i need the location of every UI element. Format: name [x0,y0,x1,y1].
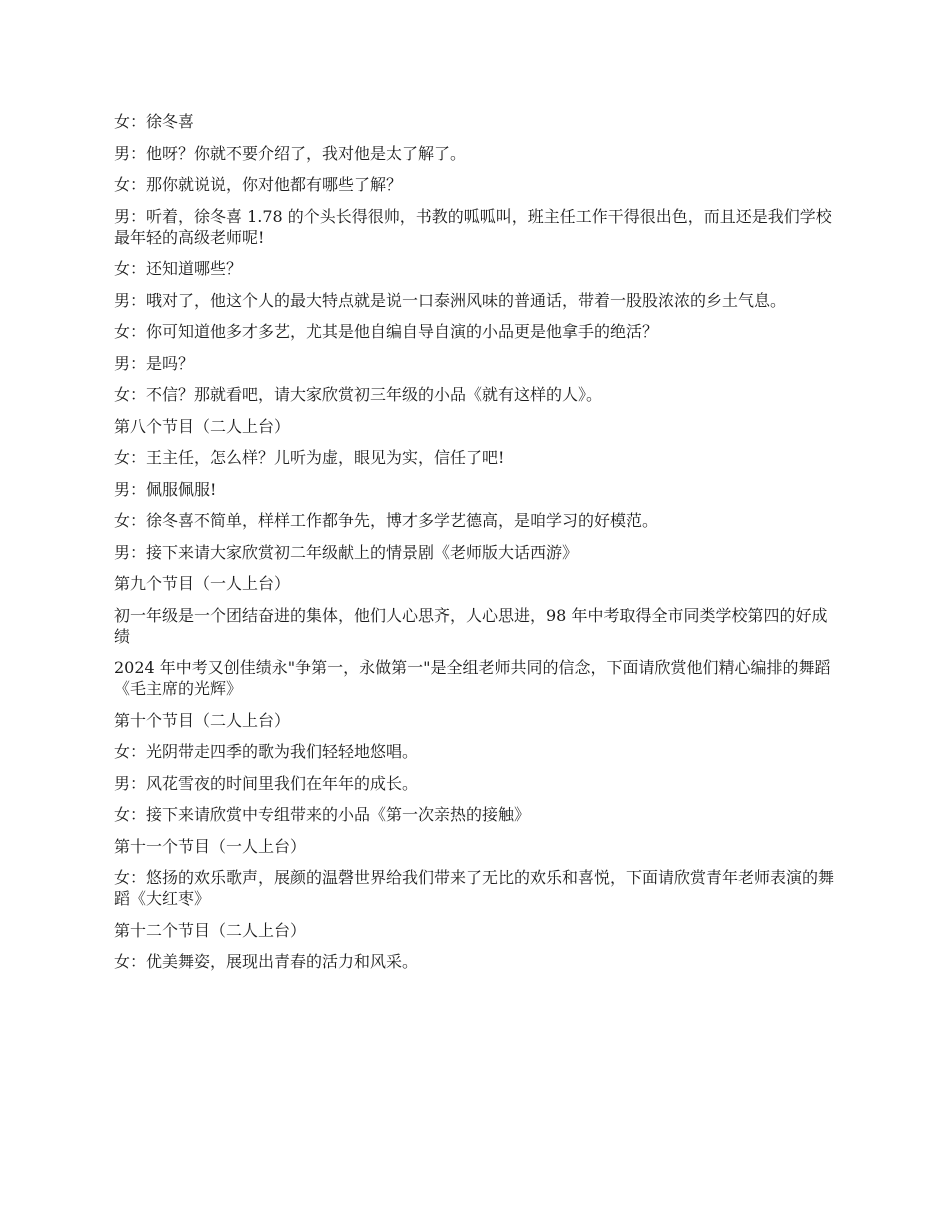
paragraph: 女：还知道哪些？ [114,259,243,278]
section-heading: 第十一个节目（一人上台） [114,836,307,856]
paragraph: 女：不信？那就看吧，请大家欣赏初三年级的小品《就有这样的人》。 [114,385,603,404]
paragraph: 女：光阴带走四季的歌为我们轻轻地悠唱。 [114,742,419,761]
paragraph: 女：你可知道他多才多艺，尤其是他自编自导自演的小品更是他拿手的绝活？ [114,322,659,341]
section-heading: 第十二个节目（二人上台） [114,920,307,940]
document-page [114,111,836,983]
paragraph: 女：优美舞姿，展现出青春的活力和风采。 [114,952,419,971]
paragraph: 男：他呀？你就不要介绍了，我对他是太了解了。 [114,143,467,163]
paragraph: 女：悠扬的欢乐歌声，展颜的温磬世界给我们带来了无比的欢乐和喜悦，下面请欣赏青年老师表演的舞蹈《大红枣》 [114,868,835,908]
paragraph: 女：那你就说说，你对他都有哪些了解？ [114,175,403,194]
paragraph: 女：接下来请欣赏中专组带来的小品《第一次亲热的接触》 [114,805,531,824]
paragraph: 女：徐冬喜 [114,112,195,131]
section-heading: 第九个节目（一人上台） [114,574,291,593]
paragraph: 2024 年中考又创佳绩永"争第一，永做第一"是全组老师共同的信念，下面请欣赏他们精心编排的舞蹈《毛主席的光辉》 [114,658,831,698]
paragraph: 男：哦对了，他这个人的最大特点就是说一口泰洲风味的普通话，带着一股股浓浓的乡土气息。 [114,290,787,310]
paragraph: 男：风花雪夜的时间里我们在年年的成长。 [114,773,419,793]
paragraph: 男：听着，徐冬喜 1.78 的个头长得很帅，书教的呱呱叫，班主任工作干得很出色，而且还是我们学校最年轻的高级老师呢! [114,206,832,247]
paragraph: 女：王主任，怎么样？儿听为虚，眼见为实，信任了吧! [114,448,505,467]
paragraph: 男：接下来请大家欣赏初二年级献上的情景剧《老师版大话西游》 [114,542,579,562]
section-heading: 第八个节目（二人上台） [114,416,291,436]
section-heading: 第十个节目（二人上台） [114,710,291,730]
paragraph: 男：是吗？ [114,353,195,373]
paragraph: 初一年级是一个团结奋进的集体，他们人心思齐，人心思进，98 年中考取得全市同类学校第四的好成绩 [114,605,828,646]
paragraph: 男：佩服佩服! [114,479,217,499]
paragraph: 女：徐冬喜不简单，样样工作都争先，博才多学艺德高，是咱学习的好模范。 [114,511,659,530]
